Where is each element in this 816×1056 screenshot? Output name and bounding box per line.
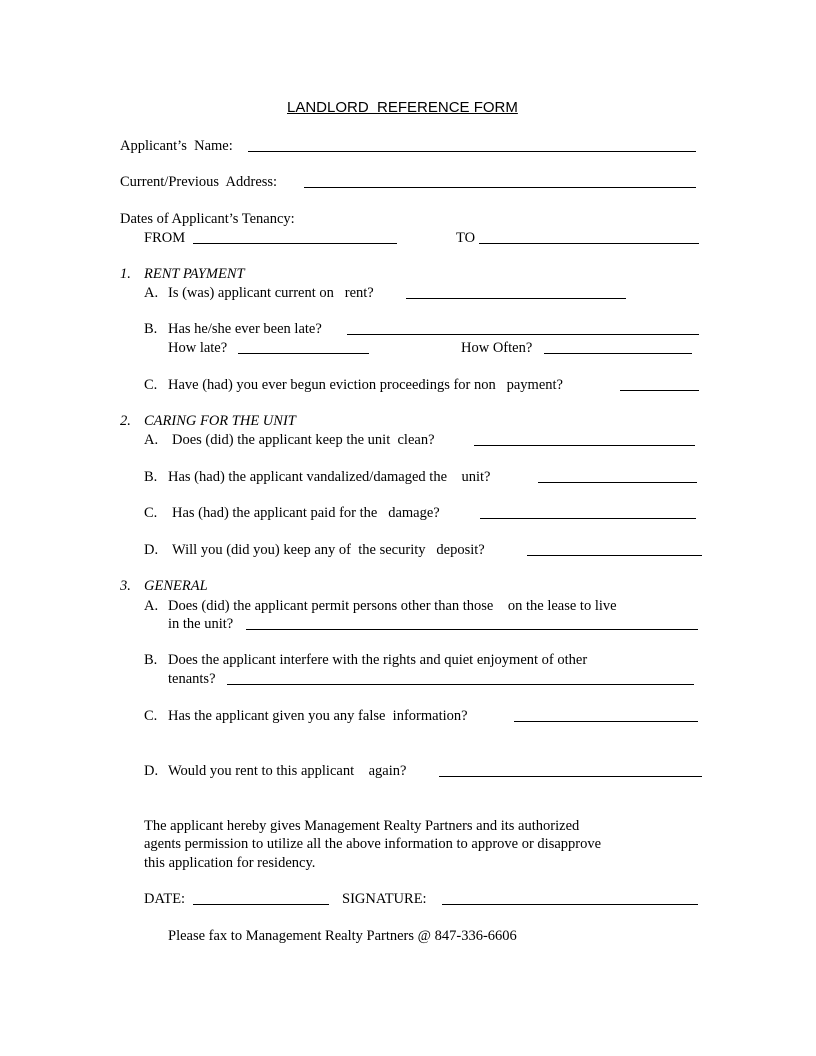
q3b-answer-field[interactable] [227,684,694,685]
q2d-answer-field[interactable] [527,555,702,556]
tenancy-to-field[interactable] [479,243,699,244]
section-1-heading: RENT PAYMENT [144,266,245,282]
q3c-answer-field[interactable] [514,721,698,722]
section-1-number: 1. [120,266,131,282]
q3d-answer-field[interactable] [439,776,702,777]
date-field[interactable] [193,904,329,905]
section-2-number: 2. [120,413,131,429]
q3a-letter: A. [144,598,159,614]
applicant-name-label: Applicant’s Name: [120,138,233,154]
q1a-text: Is (was) applicant current on rent? [168,285,374,301]
q2a-text: Does (did) the applicant keep the unit clean? [172,432,435,448]
tenancy-from-field[interactable] [193,243,397,244]
q1a-answer-field[interactable] [406,298,626,299]
q2a-letter: A. [144,432,159,448]
q3d-letter: D. [144,763,159,779]
signature-label: SIGNATURE: [342,891,427,907]
q1b-how-often-label: How Often? [461,340,533,356]
tenancy-label: Dates of Applicant’s Tenancy: [120,211,295,227]
fax-instructions: Please fax to Management Realty Partners @ 847-336-6606 [168,928,517,944]
address-label: Current/Previous Address: [120,174,278,190]
q3c-letter: C. [144,708,158,724]
q2c-text: Has (had) the applicant paid for the damage? [172,505,440,521]
q3a-answer-field[interactable] [246,629,698,630]
q2c-answer-field[interactable] [480,518,696,519]
q3b-text-line1: Does the applicant interfere with the rights and quiet enjoyment of other [168,652,588,668]
q1a-letter: A. [144,285,159,301]
q3c-text: Has the applicant given you any false information? [168,708,468,724]
q2b-text: Has (had) the applicant vandalized/damaged the unit? [168,469,491,485]
applicant-name-field[interactable] [248,151,696,152]
q2b-answer-field[interactable] [538,482,697,483]
q1b-text: Has he/she ever been late? [168,321,322,337]
q2c-letter: C. [144,505,158,521]
q1b-letter: B. [144,321,158,337]
tenancy-from-label: FROM [144,230,186,246]
q3a-text-line2: in the unit? [168,616,234,632]
consent-line-2: agents permission to utilize all the above information to approve or disapprove [144,836,602,852]
section-3-heading: GENERAL [144,578,208,594]
q1b-answer-field[interactable] [347,334,699,335]
q2b-letter: B. [144,469,158,485]
q2d-text: Will you (did you) keep any of the security deposit? [172,542,485,558]
q3b-letter: B. [144,652,158,668]
q1c-answer-field[interactable] [620,390,699,391]
signature-field[interactable] [442,904,698,905]
consent-line-3: this application for residency. [144,855,316,871]
section-3-number: 3. [120,578,131,594]
address-field[interactable] [304,187,696,188]
q2a-answer-field[interactable] [474,445,695,446]
q3a-text-line1: Does (did) the applicant permit persons other than those on the lease to live [168,598,617,614]
q1c-text: Have (had) you ever begun eviction proceedings for non payment? [168,377,563,393]
q3d-text: Would you rent to this applicant again? [168,763,407,779]
date-label: DATE: [144,891,186,907]
tenancy-to-label: TO [456,230,476,246]
q1b-how-late-label: How late? [168,340,228,356]
q1c-letter: C. [144,377,158,393]
q1b-how-late-field[interactable] [238,353,369,354]
q3b-text-line2: tenants? [168,671,216,687]
section-2-heading: CARING FOR THE UNIT [144,413,296,429]
consent-line-1: The applicant hereby gives Management Realty Partners and its authorized [144,818,580,834]
form-title: LANDLORD REFERENCE FORM [287,99,518,116]
q2d-letter: D. [144,542,159,558]
q1b-how-often-field[interactable] [544,353,692,354]
